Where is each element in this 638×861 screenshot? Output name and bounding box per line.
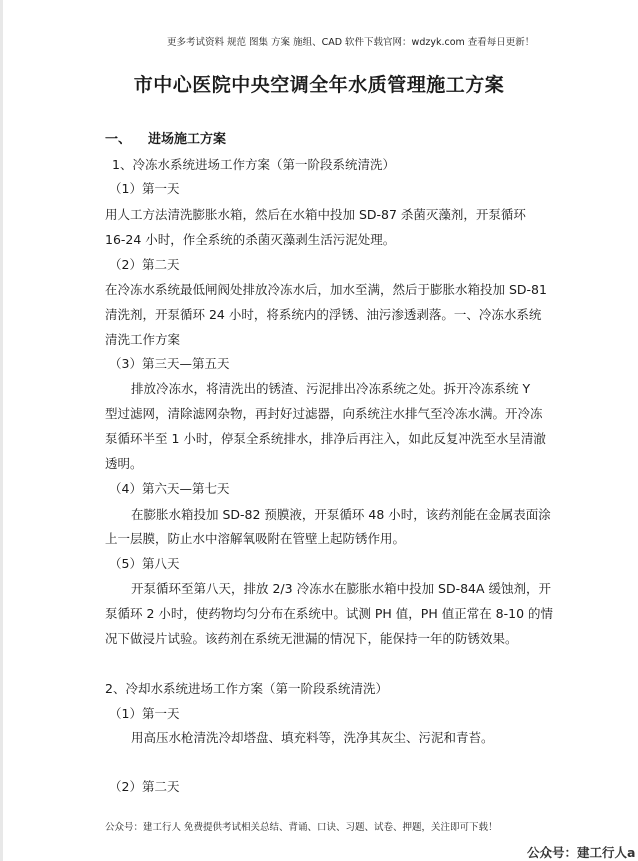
subsection-heading: 2、冷却水系统进场工作方案（第一阶段系统清洗） — [105, 681, 388, 696]
paragraph-line: 排放冷冻水，将清洗出的锈渣、污泥排出冷冻系统之处。拆开冷冻系统 Y — [131, 381, 531, 396]
day-heading: （2）第二天 — [109, 257, 180, 272]
day-heading: （2）第二天 — [109, 779, 180, 794]
footer-note: 公众号：建工行人 免费提供考试相关总结、背诵、口诀、习题、试卷、押题，关注即可下载！ — [105, 822, 498, 833]
day-heading: （4）第六天—第七天 — [109, 481, 230, 496]
paragraph-line: 型过滤网，清除滤网杂物，再封好过滤器，向系统注水排气至冷冻水满。开冷冻 — [105, 406, 543, 421]
paragraph-line: 透明。 — [105, 456, 143, 471]
paragraph-line: 泵循环半至 1 小时，停泵全系统排水，排净后再注入，如此反复冲洗至水呈清澈 — [105, 431, 546, 446]
paragraph-line: 在冷冻水系统最低闸阀处排放冷冻水后，加水至满，然后于膨胀水箱投加 SD-81 — [105, 282, 547, 297]
watermark: 公众号：建工行人a — [527, 845, 636, 860]
paragraph-line: 泵循环 2 小时，使药物均匀分布在系统中。试测 PH 值，PH 值正常在 8-10 的情 — [105, 606, 554, 621]
day-heading: （5）第八天 — [109, 556, 180, 571]
paragraph-line: 用高压水枪清洗冷却塔盘、填充料等，洗净其灰尘、污泥和青苔。 — [131, 730, 494, 745]
page-title: 市中心医院中央空调全年水质管理施工方案 — [133, 74, 505, 96]
day-heading: （3）第三天—第五天 — [109, 356, 230, 371]
subsection-heading: 1、冷冻水系统进场工作方案（第一阶段系统清洗） — [112, 157, 395, 172]
section-title: 进场施工方案 — [148, 132, 227, 147]
paragraph-line: 清洗剂，开泵循环 24 小时，将系统内的浮锈、油污渗透剥落。一、冷冻水系统 — [105, 307, 542, 322]
paragraph-line: 在膨胀水箱投加 SD-82 预膜液，开泵循环 48 小时，该药剂能在金属表面涂 — [131, 507, 551, 522]
day-heading: （1）第一天 — [109, 181, 180, 196]
paragraph-line: 清洗工作方案 — [105, 332, 181, 347]
section-number: 一、 — [105, 132, 132, 147]
day-heading: （1）第一天 — [109, 706, 180, 721]
page-edge — [0, 0, 3, 861]
paragraph-line: 用人工方法清洗膨胀水箱，然后在水箱中投加 SD-87 杀菌灭藻剂，开泵循环 — [105, 207, 526, 222]
paragraph-line: 况下做浸片试验。该药剂在系统无泄漏的情况下，能保持一年的防锈效果。 — [105, 631, 518, 646]
paragraph-line: 开泵循环至第八天，排放 2/3 冷冻水在膨胀水箱中投加 SD-84A 缓蚀剂，开 — [131, 581, 552, 596]
header-note: 更多考试资料 规范 图集 方案 施组、CAD 软件下载官网：wdzyk.com 查看每日更新！ — [167, 37, 535, 48]
paragraph-line: 16-24 小时，作全系统的杀菌灭藻剥生活污泥处理。 — [105, 232, 396, 247]
paragraph-line: 上一层膜，防止水中溶解氧吸附在管壁上起防锈作用。 — [105, 531, 406, 546]
